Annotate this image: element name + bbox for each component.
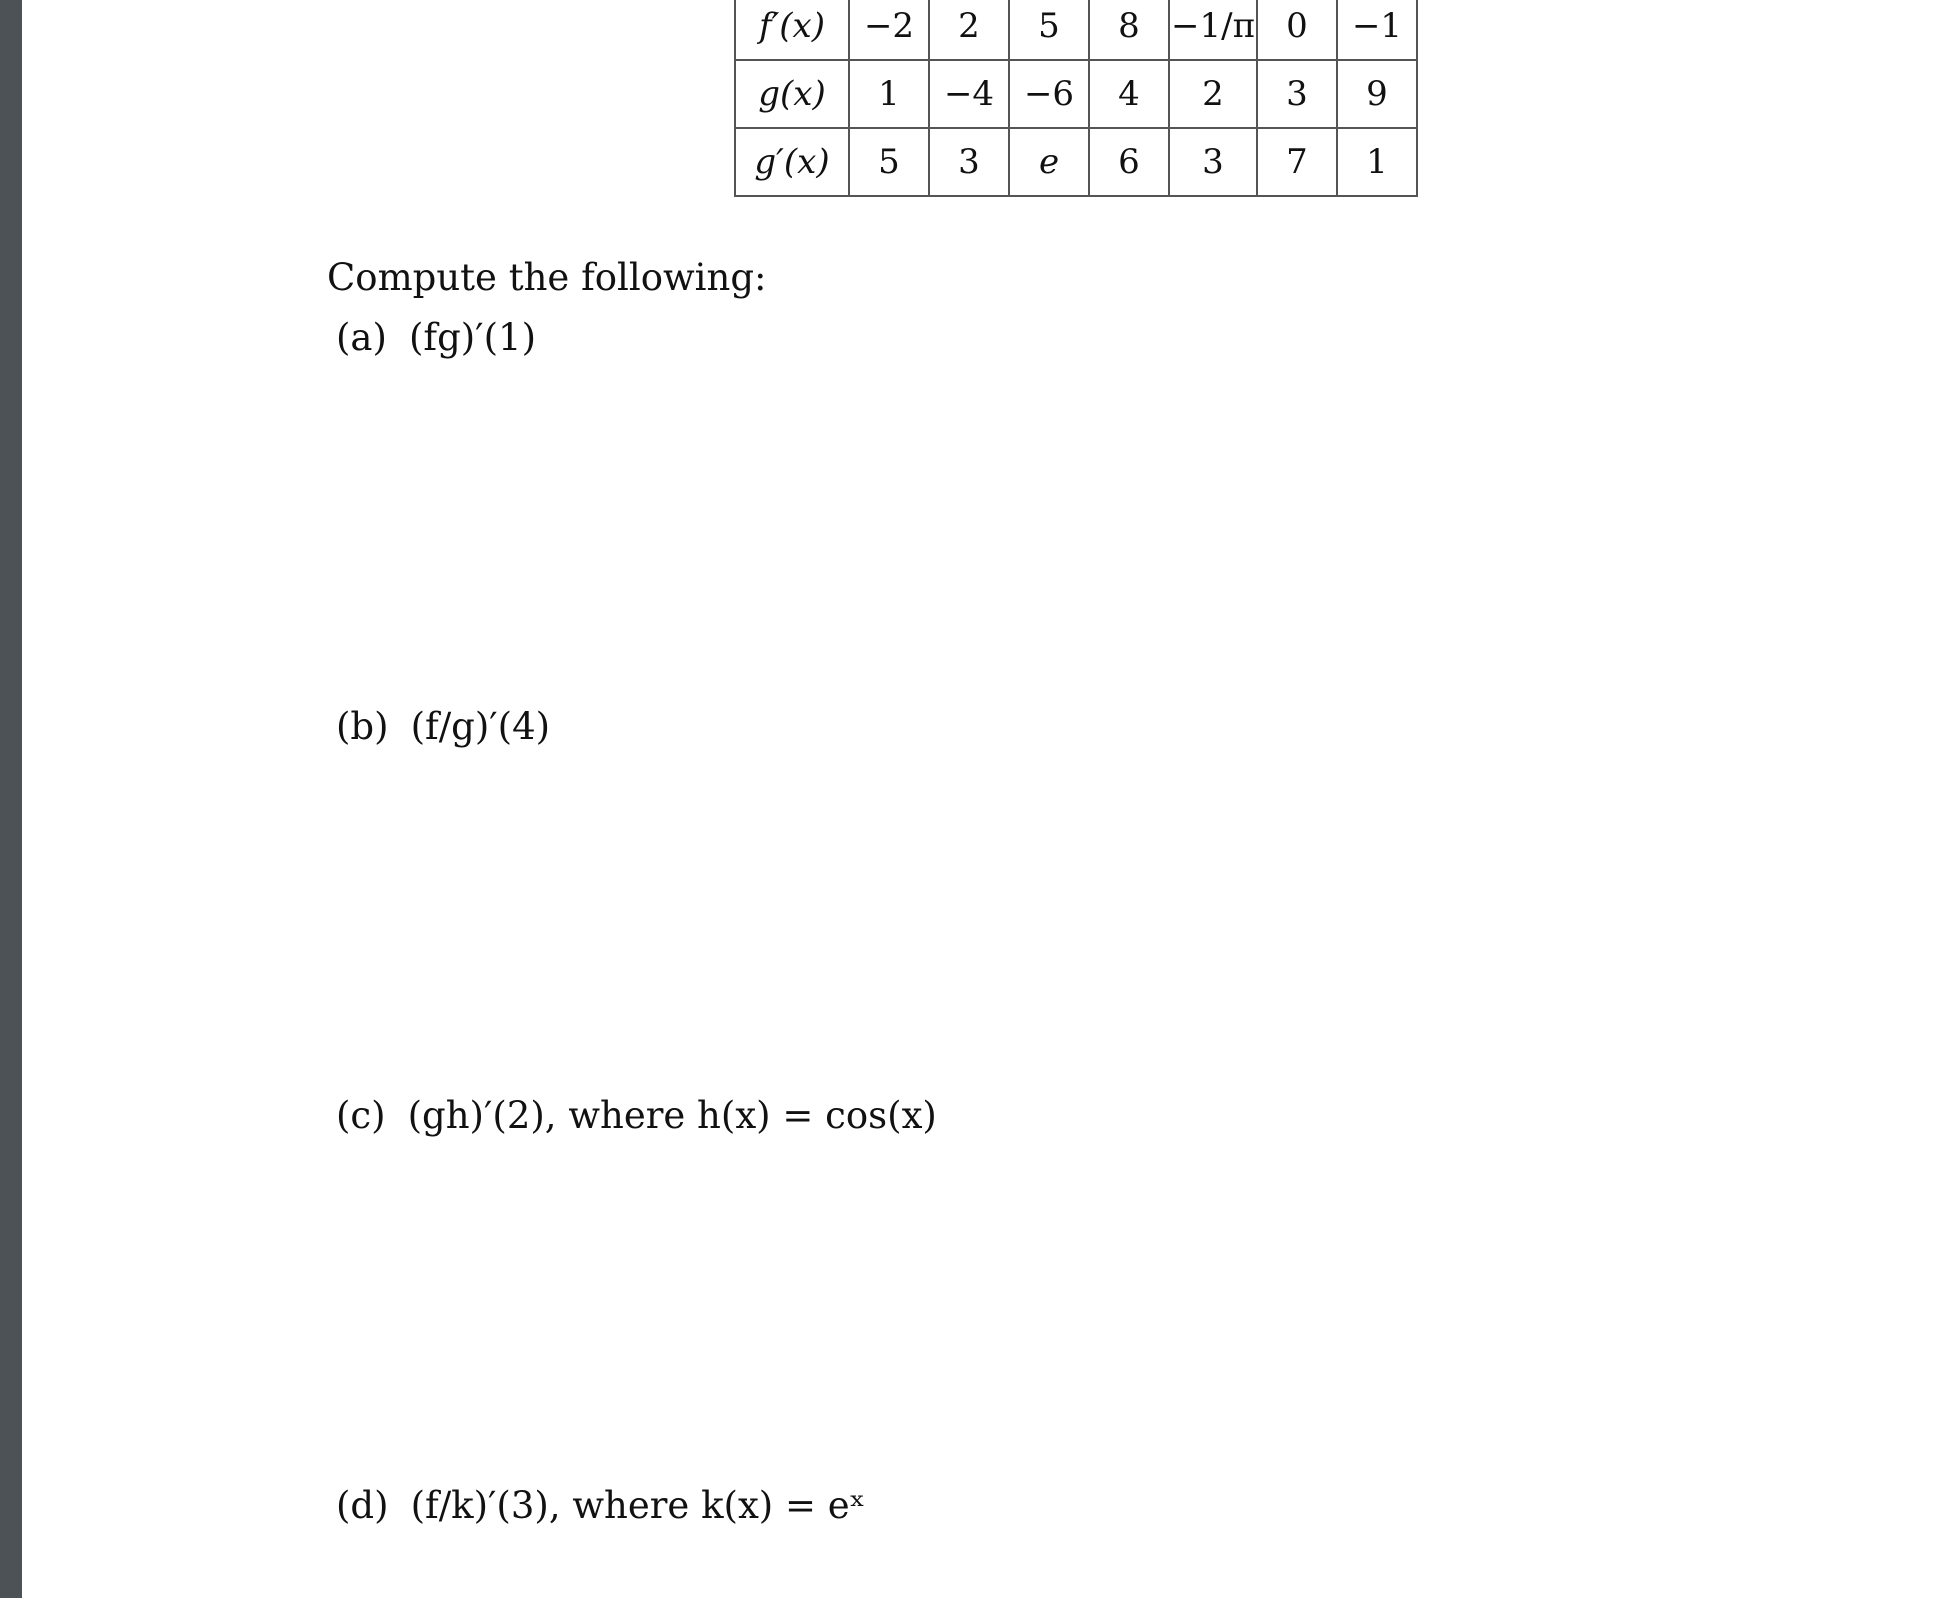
problem-b	[336, 705, 550, 748]
table-cell: −2	[849, 0, 929, 60]
problem-tag: (a)	[336, 316, 387, 359]
table-cell: −1/π	[1169, 0, 1257, 60]
problem-expression: (f/g)′(4)	[410, 705, 551, 748]
table-cell: 1	[1337, 128, 1417, 196]
problem-d	[336, 1484, 865, 1527]
table-cell: 8	[1089, 0, 1169, 60]
table-cell: 3	[1257, 60, 1337, 128]
table-cell: 6	[1089, 128, 1169, 196]
problem-expression: (fg)′(1)	[408, 316, 536, 359]
problem-a	[336, 316, 536, 359]
table-cell: 5	[849, 128, 929, 196]
table-cell: 2	[1169, 60, 1257, 128]
row-label: g′(x)	[735, 128, 849, 196]
table-cell: 3	[929, 128, 1009, 196]
problem-expression: (f/k)′(3), where k(x) = eˣ	[410, 1484, 866, 1527]
table-cell: 2	[929, 0, 1009, 60]
table-cell: 1	[849, 60, 929, 128]
row-label: f′(x)	[735, 0, 849, 60]
table-row	[735, 128, 1417, 196]
viewer-side-bar	[0, 0, 22, 1598]
problem-expression: (gh)′(2), where h(x) = cos(x)	[407, 1094, 937, 1137]
function-values-table	[734, 0, 1418, 197]
table-cell: −6	[1009, 60, 1089, 128]
table-cell: −1	[1337, 0, 1417, 60]
problem-c	[336, 1094, 937, 1137]
row-label: g(x)	[735, 60, 849, 128]
table-cell: 0	[1257, 0, 1337, 60]
table-cell: e	[1009, 128, 1089, 196]
problem-tag: (b)	[336, 705, 389, 748]
table-cell: 5	[1009, 0, 1089, 60]
function-values-table-container	[734, 0, 1418, 197]
table-cell: 7	[1257, 128, 1337, 196]
table-cell: 3	[1169, 128, 1257, 196]
table-cell: 9	[1337, 60, 1417, 128]
table-cell: 4	[1089, 60, 1169, 128]
table-row	[735, 0, 1417, 60]
problem-tag: (d)	[336, 1484, 389, 1527]
problem-tag: (c)	[336, 1094, 386, 1137]
table-row	[735, 60, 1417, 128]
instructions-text: Compute the following:	[327, 256, 767, 299]
table-cell: −4	[929, 60, 1009, 128]
